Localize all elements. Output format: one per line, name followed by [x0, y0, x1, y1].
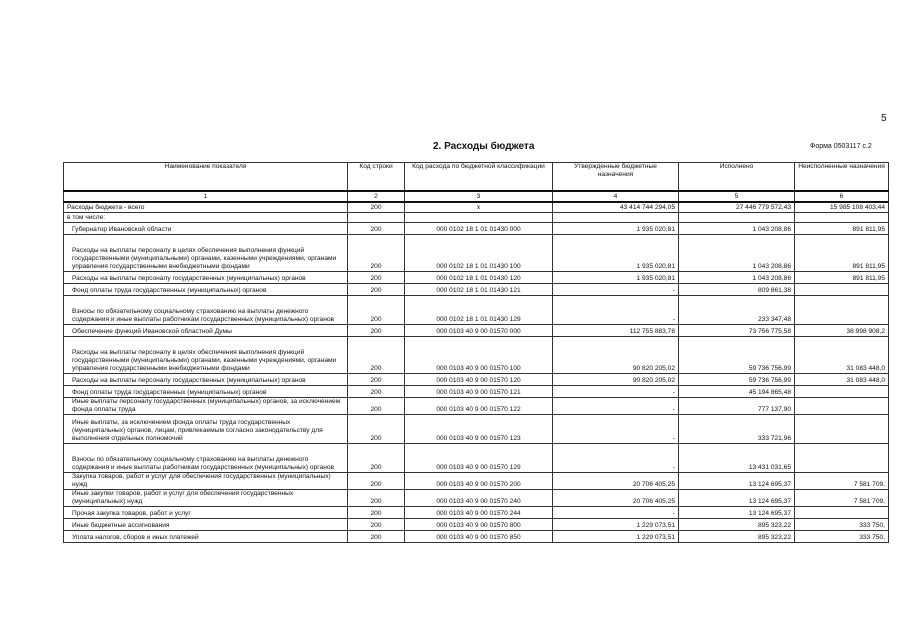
header-name: Наименование показателя — [64, 163, 348, 192]
row-approved — [553, 213, 679, 223]
row-name: Взносы по обязательному социальному страхованию на выплаты денежного содержания и иные выплаты работникам государственных (муниципальных) органов — [64, 444, 348, 473]
row-executed: 1 043 208,86 — [679, 223, 795, 235]
row-name: Расходы на выплаты персоналу государственных (муниципальных) органов — [64, 374, 348, 386]
row-class: 000 0102 18 1 01 01430 129 — [405, 296, 553, 325]
form-label: Форма 0503117 с.2 — [810, 143, 872, 150]
row-code: 200 — [348, 444, 405, 473]
row-name: Расходы на выплаты персоналу в целях обеспечения выполнения функций государственными (муниципальными) органами, казенными учреждениями, органами управления государственными внебюджетными фондами — [64, 235, 348, 272]
col-num: 6 — [795, 191, 889, 202]
row-executed: 45 194 865,48 — [679, 386, 795, 398]
row-approved: 112 755 883,78 — [553, 325, 679, 337]
row-name: в том числе: — [64, 213, 348, 223]
row-approved: 20 706 405,25 — [553, 473, 679, 490]
table-row — [64, 444, 889, 473]
row-unexecuted — [795, 386, 889, 398]
row-class: 000 0103 40 9 00 01570 244 — [405, 507, 553, 519]
row-class: x — [405, 202, 553, 213]
row-code: 200 — [348, 398, 405, 415]
row-executed: 59 736 756,99 — [679, 337, 795, 374]
row-unexecuted — [795, 415, 889, 444]
row-approved: 43 414 744 294,05 — [553, 202, 679, 213]
header-executed: Исполнено — [679, 163, 795, 192]
row-approved: 1 935 020,81 — [553, 235, 679, 272]
row-code: 200 — [348, 519, 405, 531]
table-row — [64, 325, 889, 337]
row-class: 000 0103 40 9 00 01570 123 — [405, 415, 553, 444]
row-name: Иные выплаты, за исключением фонда оплаты труда государственных (муниципальных) органов, лицам, привлекаемым согласно законодательству для выполнения отдельных полномочий — [64, 415, 348, 444]
row-name: Иные выплаты персоналу государственных (муниципальных) органов, за исключением фонда оплаты труда — [64, 398, 348, 415]
row-class: 000 0103 40 9 00 01570 800 — [405, 519, 553, 531]
row-class: 000 0103 40 9 00 01570 240 — [405, 490, 553, 507]
row-unexecuted — [795, 284, 889, 296]
row-approved: 90 820 205,02 — [553, 337, 679, 374]
row-executed — [679, 213, 795, 223]
row-code: 200 — [348, 296, 405, 325]
row-code: 200 — [348, 386, 405, 398]
row-name: Фонд оплаты труда государственных (муниципальных) органов — [64, 386, 348, 398]
row-class: 000 0102 18 1 01 01430 100 — [405, 235, 553, 272]
table-row — [64, 223, 889, 235]
row-unexecuted: 7 581 709, — [795, 473, 889, 490]
row-unexecuted — [795, 507, 889, 519]
table-row — [64, 415, 889, 444]
row-executed: 59 736 756,99 — [679, 374, 795, 386]
row-unexecuted: 333 750, — [795, 519, 889, 531]
row-name: Обеспечение функций Ивановской областной Думы — [64, 325, 348, 337]
header-code: Код строки — [348, 163, 405, 192]
report-title: 2. Расходы бюджета — [433, 141, 535, 152]
row-executed: 233 347,48 — [679, 296, 795, 325]
row-approved: - — [553, 284, 679, 296]
row-executed: 1 043 208,86 — [679, 235, 795, 272]
table-row — [64, 507, 889, 519]
row-name: Расходы на выплаты персоналу государственных (муниципальных) органов — [64, 272, 348, 284]
table-row — [64, 398, 889, 415]
page-number: 5 — [881, 113, 887, 124]
row-unexecuted — [795, 213, 889, 223]
row-code: 200 — [348, 202, 405, 213]
row-class: 000 0103 40 9 00 01570 129 — [405, 444, 553, 473]
table-row — [64, 235, 889, 272]
row-class: 000 0103 40 9 00 01570 850 — [405, 531, 553, 543]
row-name: Иные закупки товаров, работ и услуг для обеспечения государственных (муниципальных) нужд — [64, 490, 348, 507]
row-executed: 895 323,22 — [679, 519, 795, 531]
header-unexecuted: Неисполненные назначения — [795, 163, 889, 192]
table-row — [64, 337, 889, 374]
row-unexecuted: 333 750, — [795, 531, 889, 543]
row-unexecuted — [795, 296, 889, 325]
row-code: 200 — [348, 490, 405, 507]
table-row — [64, 284, 889, 296]
row-approved: 1 935 020,81 — [553, 272, 679, 284]
row-executed: 333 721,96 — [679, 415, 795, 444]
row-code: 200 — [348, 473, 405, 490]
col-num: 1 — [64, 191, 348, 202]
row-name: Расходы бюджета - всего — [64, 202, 348, 213]
row-name: Уплата налогов, сборов и иных платежей — [64, 531, 348, 543]
row-unexecuted: 31 083 448,0 — [795, 374, 889, 386]
row-executed: 13 124 695,37 — [679, 490, 795, 507]
table-row — [64, 519, 889, 531]
table-row — [64, 272, 889, 284]
row-class: 000 0103 40 9 00 01570 100 — [405, 337, 553, 374]
table-row — [64, 374, 889, 386]
row-name: Расходы на выплаты персоналу в целях обеспечения выполнения функций государственными (муниципальными) органами, казенными учреждениями, органами управления государственными внебюджетными фондами — [64, 337, 348, 374]
row-code: 200 — [348, 415, 405, 444]
table-row — [64, 202, 889, 213]
row-name: Прочая закупка товаров, работ и услуг — [64, 507, 348, 519]
row-name: Закупка товаров, работ и услуг для обеспечения государственных (муниципальных) нужд — [64, 473, 348, 490]
row-approved: - — [553, 415, 679, 444]
row-executed: 13 431 031,65 — [679, 444, 795, 473]
row-unexecuted: 891 811,95 — [795, 235, 889, 272]
row-executed: 27 446 779 572,43 — [679, 202, 795, 213]
table-row — [64, 531, 889, 543]
row-code: 200 — [348, 374, 405, 386]
row-name: Фонд оплаты труда государственных (муниципальных) органов — [64, 284, 348, 296]
row-class: 000 0103 40 9 00 01570 122 — [405, 398, 553, 415]
row-code: 200 — [348, 337, 405, 374]
row-executed: 13 124 695,37 — [679, 473, 795, 490]
row-approved: - — [553, 444, 679, 473]
row-unexecuted — [795, 444, 889, 473]
row-unexecuted — [795, 398, 889, 415]
column-number-row — [64, 191, 889, 202]
col-num: 2 — [348, 191, 405, 202]
row-class: 000 0103 40 9 00 01570 000 — [405, 325, 553, 337]
row-executed: 777 137,90 — [679, 398, 795, 415]
table-row — [64, 473, 889, 490]
row-class: 000 0102 18 1 01 01430 000 — [405, 223, 553, 235]
col-num: 4 — [553, 191, 679, 202]
row-unexecuted: 891 811,95 — [795, 272, 889, 284]
row-code: 200 — [348, 325, 405, 337]
row-code: 200 — [348, 272, 405, 284]
row-approved: 1 229 073,51 — [553, 519, 679, 531]
row-class: 000 0102 18 1 01 01430 121 — [405, 284, 553, 296]
row-code — [348, 213, 405, 223]
row-executed: 73 756 775,58 — [679, 325, 795, 337]
row-code: 200 — [348, 235, 405, 272]
row-approved: 20 706 405,25 — [553, 490, 679, 507]
row-code: 200 — [348, 223, 405, 235]
row-code: 200 — [348, 531, 405, 543]
expenses-table — [63, 162, 889, 543]
row-unexecuted: 7 581 709, — [795, 490, 889, 507]
header-row — [64, 163, 889, 192]
row-class — [405, 213, 553, 223]
row-class: 000 0103 40 9 00 01570 121 — [405, 386, 553, 398]
table-row — [64, 296, 889, 325]
row-class: 000 0102 18 1 01 01430 120 — [405, 272, 553, 284]
row-approved: 1 229 073,51 — [553, 531, 679, 543]
row-approved: 90 820 205,02 — [553, 374, 679, 386]
table-row — [64, 490, 889, 507]
row-class: 000 0103 40 9 00 01570 120 — [405, 374, 553, 386]
col-num: 5 — [679, 191, 795, 202]
row-unexecuted: 15 985 108 403,44 — [795, 202, 889, 213]
table-row — [64, 213, 889, 223]
row-executed: 809 861,38 — [679, 284, 795, 296]
row-unexecuted: 891 811,95 — [795, 223, 889, 235]
table-row — [64, 386, 889, 398]
row-approved: - — [553, 398, 679, 415]
row-approved: - — [553, 386, 679, 398]
row-unexecuted: 31 083 448,0 — [795, 337, 889, 374]
row-approved: - — [553, 296, 679, 325]
header-class: Код расхода по бюджетной классификации — [405, 163, 553, 192]
row-executed: 13 124 695,37 — [679, 507, 795, 519]
header-approved: Утвержденные бюджетные назначения — [553, 163, 679, 192]
row-executed: 895 323,22 — [679, 531, 795, 543]
row-name: Иные бюджетные ассигнования — [64, 519, 348, 531]
row-name: Взносы по обязательному социальному страхованию на выплаты денежного содержания и иные выплаты работникам государственных (муниципальных) органов — [64, 296, 348, 325]
row-name: Губернатор Ивановской области — [64, 223, 348, 235]
row-unexecuted: 38 998 908,2 — [795, 325, 889, 337]
row-code: 200 — [348, 284, 405, 296]
col-num: 3 — [405, 191, 553, 202]
row-approved: - — [553, 507, 679, 519]
row-class: 000 0103 40 9 00 01570 200 — [405, 473, 553, 490]
row-code: 200 — [348, 507, 405, 519]
row-executed: 1 043 208,86 — [679, 272, 795, 284]
row-approved: 1 935 020,81 — [553, 223, 679, 235]
